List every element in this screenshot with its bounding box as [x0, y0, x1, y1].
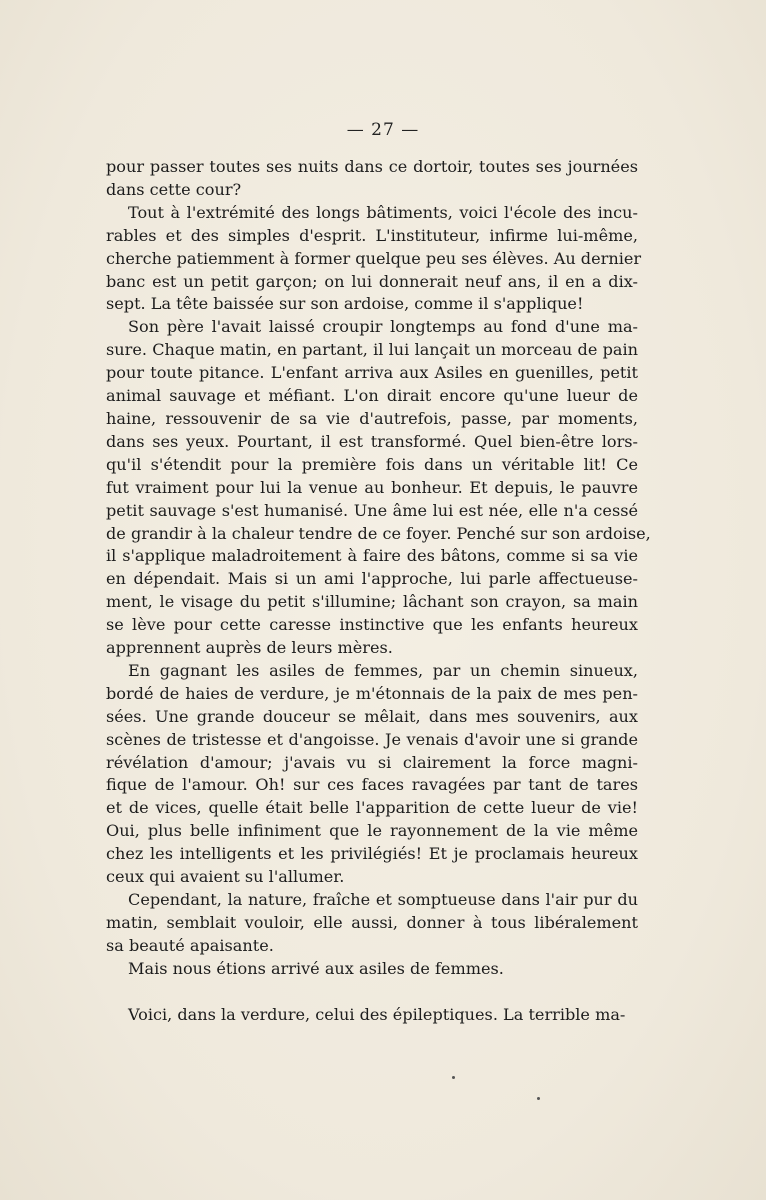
- text-line: rables et des simples d'esprit. L'instituteur, infirme lui-même,: [106, 225, 638, 245]
- text-line: pour passer toutes ses nuits dans ce dortoir, toutes ses journées: [106, 157, 638, 176]
- text-line: de grandir à la chaleur tendre de ce foyer. Penché sur son ardoise,: [106, 523, 651, 543]
- text-line: chez les intelligents et les privilégiés! Et je proclamais heureux: [106, 844, 638, 864]
- text-line: qu'il s'étendit pour la première fois dans un véritable lit! Ce: [106, 454, 638, 474]
- text-line: Cependant, la nature, fraîche et somptueuse dans l'air pur du: [128, 890, 638, 909]
- text-line: sure. Chaque matin, en partant, il lui lançait un morceau de pain: [106, 340, 638, 360]
- text-line: se lève pour cette caresse instinctive que les enfants heureux: [106, 615, 638, 635]
- text-line: Tout à l'extrémité des longs bâtiments, voici l'école des incu-: [128, 202, 638, 222]
- paragraph: [106, 202, 642, 317]
- text-line: révélation d'amour; j'avais vu si clairement la force magni-: [106, 752, 638, 772]
- text-line: En gagnant les asiles de femmes, par un chemin sinueux,: [128, 660, 638, 680]
- text-line: dans ses yeux. Pourtant, il est transformé. Quel bien-être lors-: [106, 431, 638, 451]
- text-line: Mais nous étions arrivé aux asiles de femmes.: [128, 958, 504, 978]
- text-line: sa beauté apaisante.: [106, 935, 274, 955]
- paragraph: [106, 156, 638, 202]
- text-line: Son père l'avait laissé croupir longtemps au fond d'une ma-: [128, 317, 638, 337]
- body-text: [106, 156, 651, 1027]
- page-number: — 27 —: [346, 120, 420, 140]
- text-line: haine, ressouvenir de sa vie d'autrefois, passe, par moments,: [106, 408, 638, 428]
- text-line: ment, le visage du petit s'illumine; lâchant son crayon, sa main: [106, 592, 638, 612]
- text-line: et de vices, quelle était belle l'apparition de cette lueur de vie!: [106, 798, 638, 818]
- text-line: Voici, dans la verdure, celui des épileptiques. La terrible ma-: [128, 1004, 626, 1024]
- text-line: dans cette cour?: [106, 179, 242, 199]
- paragraph: [106, 660, 638, 889]
- ink-speck: [452, 1076, 455, 1079]
- text-line: il s'applique maladroitement à faire des bâtons, comme si sa vie: [106, 546, 638, 566]
- text-line: pour toute pitance. L'enfant arriva aux Asiles en guenilles, petit: [106, 363, 638, 383]
- text-line: en dépendait. Mais si un ami l'approche, lui parle affectueuse-: [106, 569, 638, 589]
- text-line: sept. La tête baissée sur son ardoise, comme il s'applique!: [106, 294, 584, 314]
- text-line: scènes de tristesse et d'angoisse. Je venais d'avoir une si grande: [106, 729, 638, 749]
- section-gap: [106, 981, 638, 1004]
- paragraph: [106, 1004, 638, 1027]
- text-line: animal sauvage et méfiant. L'on dirait encore qu'une lueur de: [106, 386, 638, 406]
- paragraph: [106, 316, 651, 660]
- text-line: petit sauvage s'est humanisé. Une âme lui est née, elle n'a cessé: [106, 500, 638, 520]
- paragraph: [106, 889, 638, 958]
- text-line: matin, semblait vouloir, elle aussi, donner à tous libéralement: [106, 912, 638, 932]
- text-line: Oui, plus belle infiniment que le rayonnement de la vie même: [106, 821, 638, 841]
- text-line: bordé de haies de verdure, je m'étonnais de la paix de mes pen-: [106, 683, 638, 703]
- text-line: sées. Une grande douceur se mêlait, dans mes souvenirs, aux: [106, 706, 638, 726]
- paragraph: [106, 958, 638, 981]
- text-line: fut vraiment pour lui la venue au bonheur. Et depuis, le pauvre: [106, 477, 638, 497]
- text-line: fique de l'amour. Oh! sur ces faces ravagées par tant de tares: [106, 775, 638, 795]
- text-line: ceux qui avaient su l'allumer.: [106, 867, 345, 887]
- text-line: cherche patiemment à former quelque peu ses élèves. Au dernier: [106, 248, 642, 268]
- text-line: apprennent auprès de leurs mères.: [106, 638, 393, 658]
- text-line: banc est un petit garçon; on lui donnerait neuf ans, il en a dix-: [106, 271, 638, 291]
- ink-speck: [537, 1097, 540, 1100]
